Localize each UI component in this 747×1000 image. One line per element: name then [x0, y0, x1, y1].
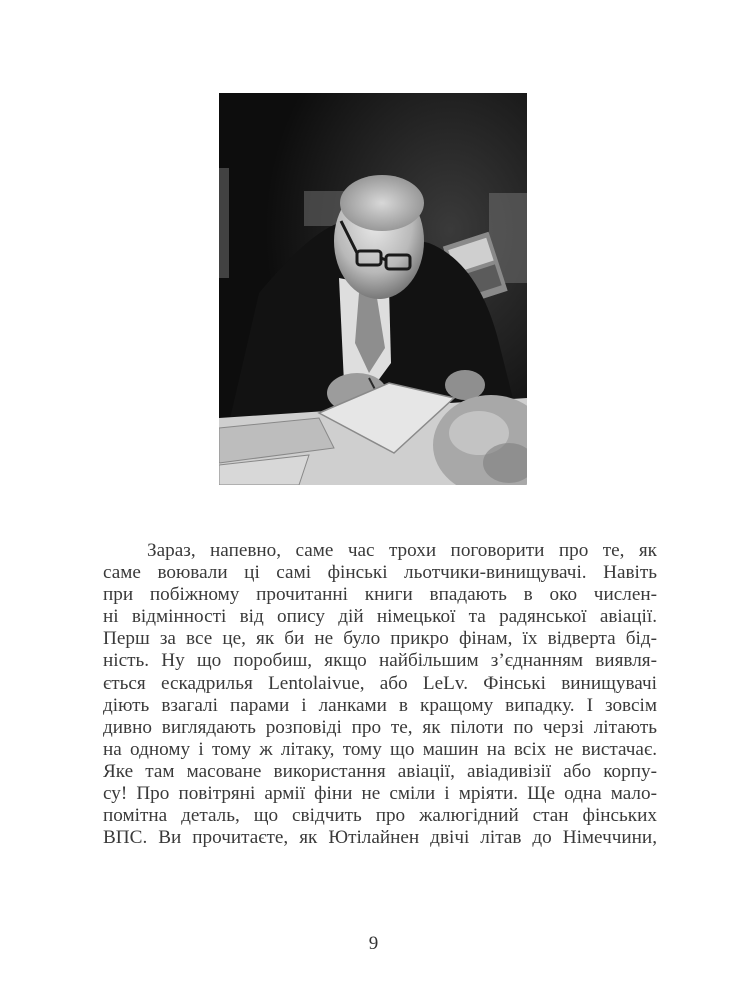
paragraph-line: дивно виглядають розповіді про те, як пілоти по черзі літають	[103, 716, 657, 738]
photo-image	[219, 93, 527, 485]
body-paragraph	[103, 540, 657, 849]
paragraph-line: Зараз, напевно, саме час трохи поговорити про те, як	[147, 540, 657, 561]
left-hand	[445, 370, 485, 400]
hair	[340, 175, 424, 231]
paragraph-line: су! Про повітряні армії фіни не сміли і мріяти. Ще одна мало-	[103, 783, 657, 805]
paragraph-line: ні відмінності від опису дій німецької та радянської авіації.	[103, 606, 657, 628]
paragraph-line: діють взагалі парами і ланками в кращому випадку. І зовсім	[103, 694, 657, 716]
paragraph-line: на одному і тому ж літаку, тому що машин на всіх не вистачає.	[103, 738, 657, 760]
paragraph-line: при побіжному прочитанні книги впадають в око числен-	[103, 584, 657, 606]
paragraph-line: ється ескадрилья Lentolaivue, або LeLv. Фінські винищувачі	[103, 672, 657, 694]
paragraph-line: саме воювали ці самі фінські льотчики-винищувачі. Навіть	[103, 562, 657, 584]
paragraph-line: Яке там масоване використання авіації, авіадивізії або корпу-	[103, 760, 657, 782]
paragraph-line: Перш за все це, як би не було прикро фінам, їх відверта бід-	[103, 628, 657, 650]
photo-man-signing-book	[219, 93, 527, 485]
page-number: 9	[368, 933, 379, 954]
paragraph-line: ВПС. Ви прочитаєте, як Ютілайнен двічі літав до Німеччини,	[103, 827, 657, 849]
paragraph-line: ність. Ну що поробиш, якщо найбільшим з’єднанням виявля-	[103, 650, 657, 672]
paragraph-line: помітна деталь, що свідчить про жалюгідний стан фінських	[103, 805, 657, 827]
